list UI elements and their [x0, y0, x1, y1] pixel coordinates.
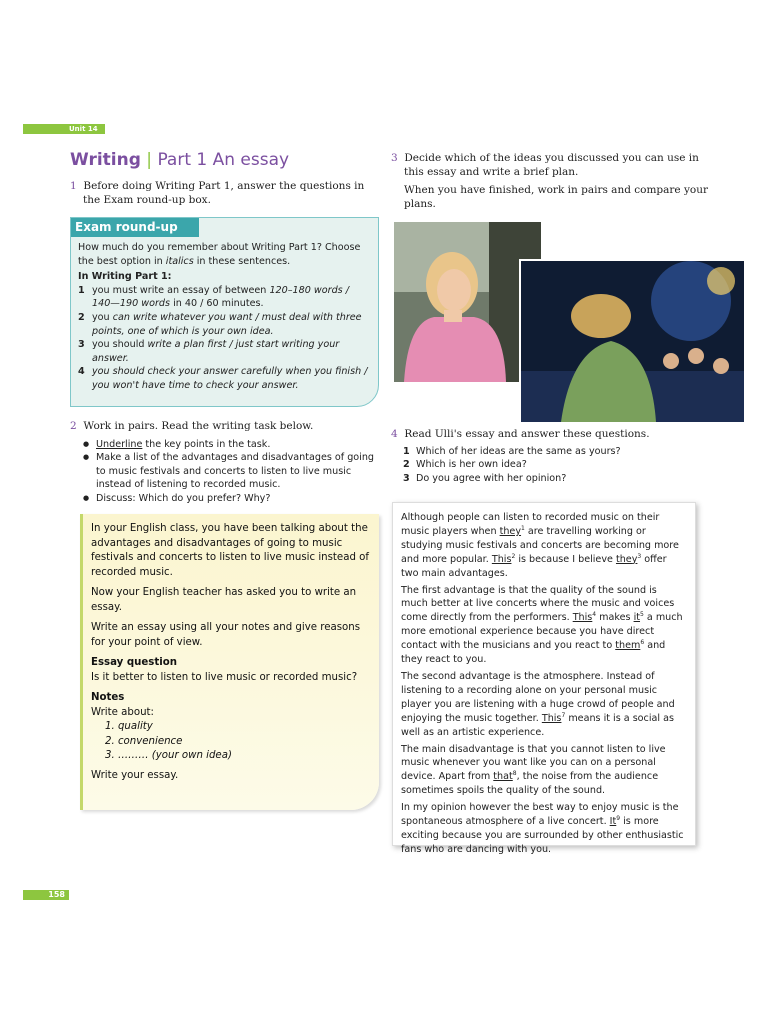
task-closing: Write your essay. — [91, 769, 179, 781]
title-separator: | — [146, 150, 153, 170]
question-4-item: 1 Which of her ideas are the same as yours? — [403, 445, 621, 457]
question-3-text-2: When you have finished, work in pairs and compare your plans. — [404, 184, 709, 210]
task-paragraph: Now your English teacher has asked you to write an essay. — [91, 587, 357, 613]
essay-paragraph: Although people can listen to recorded music on their music players when they$^1$ are travelling working or studying music festivals and concerts are becoming more and more popular. This$^2$ is because I believe they$^3$ offer two main advantages. — [401, 512, 679, 579]
question-number: 1 — [70, 180, 77, 192]
exam-roundup-box — [70, 217, 379, 407]
essay-paragraph: The main disadvantage is that you cannot listen to live music whenever you want like you can on a personal device. Apart from that$^8$, the noise from the audience sometimes spoils the quality of the sound. — [401, 743, 666, 797]
question-4-item: 3 Do you agree with her opinion? — [403, 472, 567, 484]
question-number: 2 — [70, 420, 77, 432]
roundup-item: 2 you can write whatever you want / must deal with three points, one of which is your own idea. — [78, 311, 362, 337]
question-1 — [70, 180, 378, 207]
question-2-bullets — [83, 438, 378, 506]
writing-task-box — [80, 514, 379, 810]
question-4-item: 2 Which is her own idea? — [403, 459, 527, 471]
exam-roundup-heading: Exam round-up — [71, 218, 199, 237]
question-2 — [70, 420, 378, 505]
question-4 — [391, 428, 711, 485]
roundup-intro: How much do you remember about Writing Part 1? Choose the best option in italics in these sentences. — [78, 242, 361, 267]
idea-item: 2. convenience — [105, 735, 183, 747]
essay-paragraph: The first advantage is that the quality of the sound is much better at live concerts where the music and voices come directly from the performers. This$^4$ makes $it^5$ a much more emotional experience because you have direct contact with the musicians and you react to them$^6$ and they react to you. — [401, 584, 683, 666]
idea-item: 3. ……… (your own idea) — [105, 750, 232, 761]
essay-question-text: Is it better to listen to live music or recorded music? — [91, 671, 358, 683]
task-paragraph: In your English class, you have been talking about the advantages and disadvantages of going to music festivals and concerts to listen to live music instead of recorded music. — [91, 523, 369, 578]
notes-text: Write about: — [91, 706, 154, 718]
question-4-text: Read Ulli's essay and answer these questions. — [404, 428, 650, 440]
question-number: 3 — [391, 152, 398, 164]
question-3 — [391, 152, 711, 216]
roundup-item: 4 you should check your answer carefully when you finish / you won't have time to check your answer. — [78, 366, 368, 391]
unit-label: Unit 14 — [23, 124, 105, 134]
essay-paragraph: The second advantage is the atmosphere. Instead of listening to a recording alone on your personal music player you are listening with a huge crowd of people and enjoying the music together. This$^7$ means it is a social as well as an artistic experience. — [401, 670, 675, 738]
question-2-text: Work in pairs. Read the writing task below. — [83, 420, 314, 432]
page-number: 158 — [23, 890, 69, 900]
bullet-item: ● Discuss: Which do you prefer? Why? — [83, 492, 378, 506]
page-title — [70, 150, 289, 170]
title-part: Part 1 An essay — [157, 150, 290, 170]
roundup-lead: In Writing Part 1: — [78, 271, 172, 283]
task-paragraph: Write an essay using all your notes and give reasons for your point of view. — [91, 622, 361, 648]
essay-question-heading: Essay question — [91, 657, 177, 668]
ulli-essay — [392, 502, 696, 855]
roundup-item: 3 you should write a plan first / just start writing your answer. — [78, 339, 340, 364]
idea-item: 1. quality — [105, 721, 153, 732]
question-1-text: Before doing Writing Part 1, answer the questions in the Exam round-up box. — [83, 180, 365, 206]
bullet-item: ● Underline the key points in the task. — [83, 438, 378, 452]
roundup-item: 1 you must write an essay of between 120–180 words / 140—190 words in 40 / 60 minutes. — [78, 284, 349, 310]
question-number: 4 — [391, 428, 398, 440]
notes-heading: Notes — [91, 692, 125, 703]
essay-paragraph: In my opinion however the best way to enjoy music is the spontaneous atmosphere of a live concert. It$^9$ is more exciting because you are surrounded by other enthusiastic fans who are dancing with you. — [401, 802, 684, 855]
bullet-item: ● Make a list of the advantages and disadvantages of going to music festivals and concerts to listen to live music instead of listening to recorded music. — [83, 451, 378, 492]
concert-crowd-photo — [519, 259, 746, 424]
roundup-list — [78, 284, 370, 393]
ideas-list — [105, 720, 371, 764]
title-writing: Writing — [70, 150, 141, 170]
question-4-list — [403, 445, 711, 486]
question-3-text: Decide which of the ideas you discussed you can use in this essay and write a brief plan. — [404, 152, 699, 178]
